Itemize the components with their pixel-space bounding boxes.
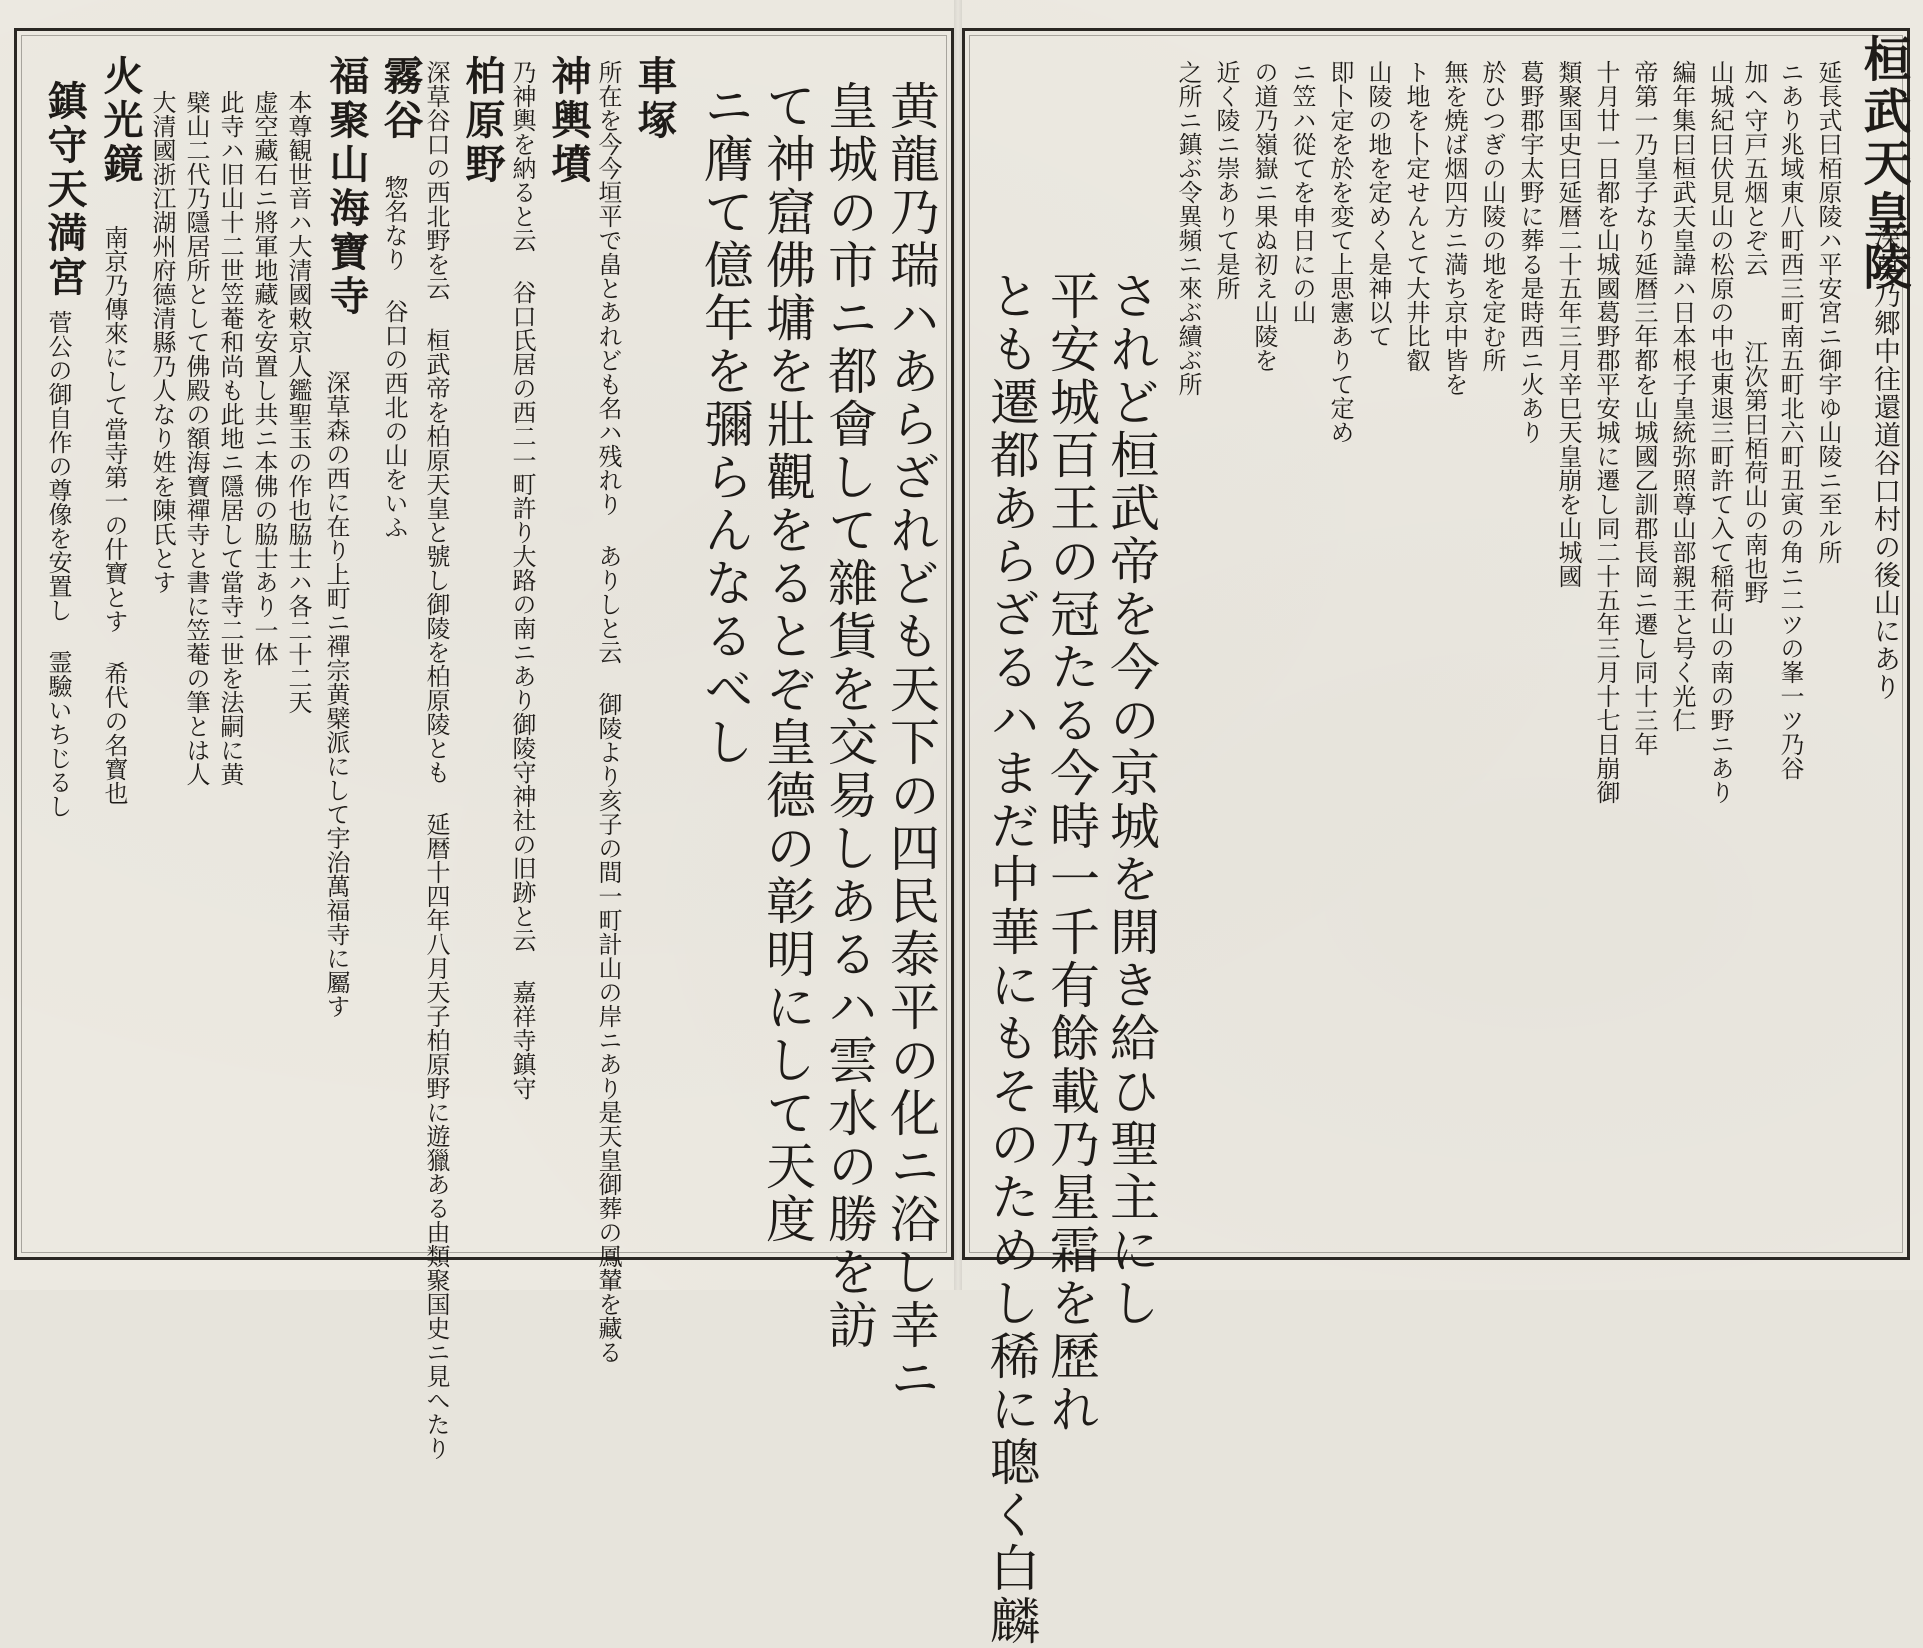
right-page-line-13: ト地を卜定せんとて大井比叡 xyxy=(1402,60,1430,372)
left-page-main-1: 黄龍乃瑞ハあらざれども天下の四民泰平の化ニ浴し幸ニ xyxy=(882,80,940,1405)
section-text-tenmangu: 菅公の御自作の尊像を安置し 霊驗いちじるし xyxy=(44,310,72,818)
right-page-line-14: 山陵の地を定めく是神以て xyxy=(1364,60,1392,348)
right-page-line-8: 十月廿一日都を山城國葛野郡平安城に遷し同二十五年三月十七日崩御 xyxy=(1592,60,1620,804)
right-page-line-15: 即卜定を於を変て上思憲ありて定め xyxy=(1326,60,1354,444)
right-page-line-9: 類聚国史曰延暦二十五年三月辛巳天皇崩を山城國 xyxy=(1554,60,1582,588)
right-page-line-12: 無を焼ば烟四方ニ満ち京中皆を xyxy=(1440,60,1468,396)
section-title-mikoshizuka: 神輿墳 xyxy=(545,55,592,187)
temple-line-2: 虚空藏石ニ將軍地藏を安置し共ニ本佛の脇士あり一体 xyxy=(250,90,278,666)
section-title-kaihoji: 福聚山海寶寺 xyxy=(323,55,370,319)
right-page-line-18: 近く陵ニ崇ありて是所 xyxy=(1212,60,1240,300)
right-page-line-1: 延長式曰栢原陵ハ平安宮ニ御宇ゆ山陵ニ至ル所 xyxy=(1814,60,1842,564)
right-page-line-4: 江次第曰栢荷山の南也野 xyxy=(1740,340,1768,604)
right-page-main-3: とも遷都あらざるハまだ中華にもそのためし稀に聰く白麟 xyxy=(982,270,1040,1648)
right-page-line-6: 編年集曰桓武天皇諱ハ日本根子皇統弥照尊山部親王と号く光仁 xyxy=(1668,60,1696,732)
section-text-kaihoji: 深草森の西に在り上町ニ禪宗黄檗派にして宇治萬福寺に屬す xyxy=(322,370,350,1018)
right-page-title-continuation: 深草乃郷中往還道谷口村の後山にあり xyxy=(1869,225,1900,701)
section-text-mikoshizuka: 乃神輿を納ると云 谷口氏居の西二一町許り大路の南ニあり御陵守神社の旧跡と云 嘉祥寺鎮守 xyxy=(508,60,536,1100)
temple-line-4: 檗山二代乃隱居所として佛殿の額海寶禪寺と書に笠菴の筆とは人 xyxy=(182,90,210,786)
left-page-main-2: 皇城の市ニ都會して雜貨を交易しあるハ雲水の勝を訪 xyxy=(820,80,878,1352)
section-title-kakokyo: 火光鏡 xyxy=(97,55,144,187)
left-page-main-3: て神窟佛墉を壯觀をるとぞ皇德の彰明にして天度 xyxy=(758,80,816,1246)
temple-line-1: 本尊観世音ハ大清國敕京人鑑聖玉の作也脇士ハ各二十二天 xyxy=(284,90,312,714)
section-title-kurumazuka: 車塚 xyxy=(631,55,678,143)
right-page-line-3: 加へ守戸五烟とぞ云 xyxy=(1740,60,1768,276)
section-text-kakokyo: 南京乃傳來にして當寺第一の什寶とす 希代の名寳也 xyxy=(100,225,128,805)
section-title-tenmangu: 鎮守天満宮 xyxy=(41,80,88,300)
section-text-kiridani: 惣名なり 谷口の西北の山をいふ xyxy=(380,175,408,539)
section-text-kurumazuka: 所在を今今垣平で畠とあれども名ハ残れり ありしと云 御陵より亥子の間一町計山の岸ニあり是天皇御葬の鳳輦を藏る xyxy=(594,60,622,1364)
temple-line-3: 此寺ハ旧山十二世笠菴和尚も此地ニ隱居して當寺二世を法嗣に黄 xyxy=(216,90,244,786)
right-page-line-17: の道乃嶺嶽ニ果ぬ初え山陵を xyxy=(1250,60,1278,372)
section-title-kiridani: 霧谷 xyxy=(377,55,424,143)
right-page-line-2: ニあり兆域東八町西三町南五町北六町丑寅の角ニ二ツの峯一ツ乃谷 xyxy=(1776,60,1804,780)
right-page-title: 桓武天皇陵 xyxy=(1855,34,1911,294)
right-page-main-2: 平安城百王の冠たる今時一千有餘載乃星霜を歷れ xyxy=(1042,270,1100,1436)
right-page-line-7: 帝第一乃皇子なり延暦三年都を山城國乙訓郡長岡ニ遷し同十三年 xyxy=(1630,60,1658,756)
right-page-line-19: 之所ニ鎮ぶ令異頻ニ來ぶ續ぶ所 xyxy=(1174,60,1202,396)
right-page-line-11: 於ひつぎの山陵の地を定む所 xyxy=(1478,60,1506,372)
temple-line-5: 大清國浙江湖州府德清縣乃人なり姓を陳氏とす xyxy=(148,90,176,594)
left-page-main-4: ニ膺て億年を彌らんなるべし xyxy=(696,80,754,769)
book-gutter xyxy=(954,0,962,1290)
right-page-line-10: 葛野郡宇太野に葬る是時西ニ火あり xyxy=(1516,60,1544,444)
section-text-kashiwarano: 深草谷口の西北野を云 桓武帝を柏原天皇と號し御陵を柏原陵とも 延暦十四年八月天子柏原野に遊獵ある由類聚国史ニ見へたり xyxy=(422,60,450,1460)
right-page-main-1: されど桓武帝を今の京城を開き給ひ聖主にし xyxy=(1102,270,1160,1330)
right-page-line-16: ニ笠ハ從てを申日にの山 xyxy=(1288,60,1316,324)
right-page-line-5: 山城紀曰伏見山の松原の中也東退三町許て入て稲荷山の南の野ニあり xyxy=(1706,60,1734,804)
section-title-kashiwarano: 柏原野 xyxy=(459,55,506,187)
